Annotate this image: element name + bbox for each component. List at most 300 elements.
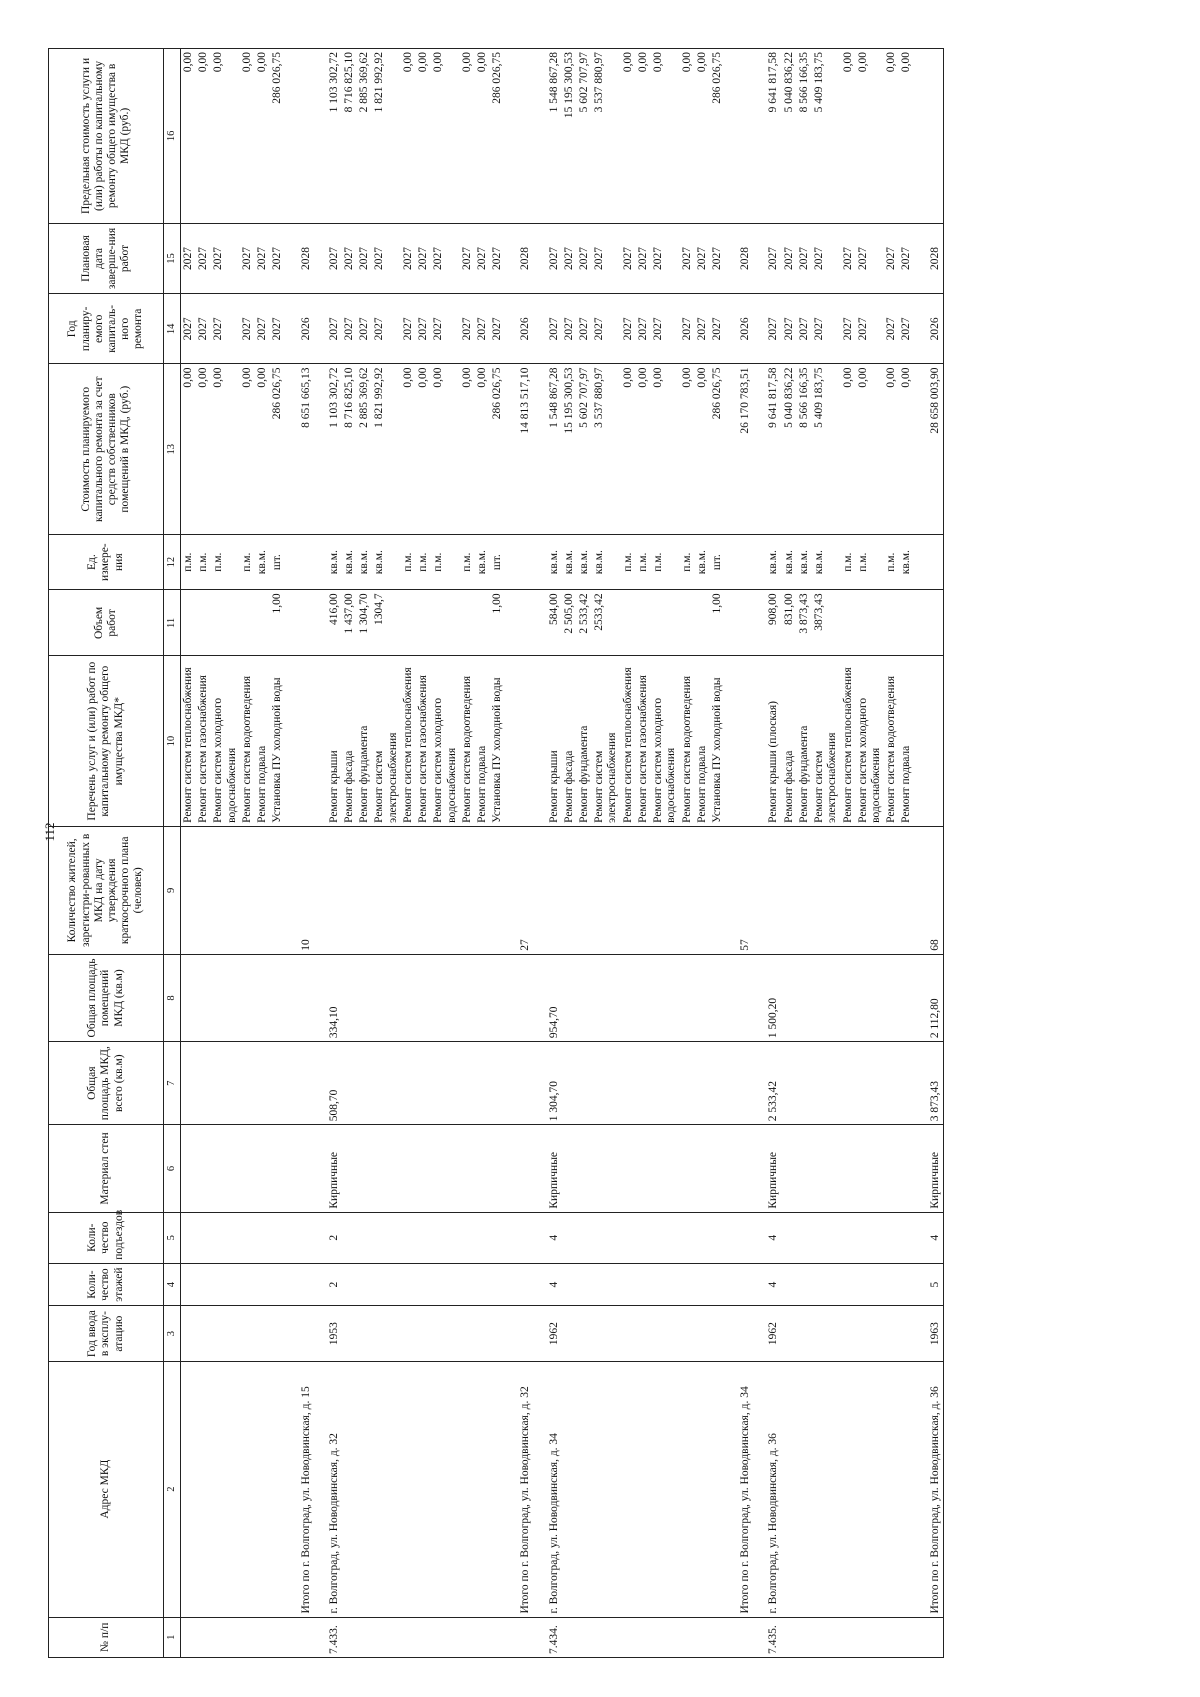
table-cell-col-14: 2027 [636, 294, 651, 364]
table-cell-col-6 [196, 1125, 211, 1212]
table-cell-col-6 [460, 1125, 475, 1212]
column-number-5: 5 [164, 1212, 181, 1263]
table-cell-col-6 [636, 1125, 651, 1212]
table-cell-col-10: Ремонт крыши [534, 656, 562, 826]
table-cell-col-11 [416, 590, 431, 656]
table-cell-col-1 [460, 1617, 475, 1657]
table-cell-col-8 [725, 954, 753, 1041]
table-cell-col-7 [797, 1042, 812, 1125]
table-cell-col-13: 1 821 992,92 [372, 364, 400, 534]
table-cell-col-16: 5 040 836,22 [782, 49, 797, 224]
table-cell-col-6 [841, 1125, 856, 1212]
table-cell-col-3 [562, 1306, 577, 1361]
table-cell-col-13: 3 537 880,97 [592, 364, 620, 534]
table-row [431, 49, 459, 1658]
table-cell-col-9: 57 [725, 826, 753, 954]
table-cell-col-4 [270, 1263, 285, 1306]
column-number-16: 16 [164, 49, 181, 224]
table-cell-col-5 [695, 1212, 710, 1263]
column-header-1: № п/п [49, 1617, 164, 1657]
table-total-row [505, 49, 533, 1658]
table-cell-col-3 [431, 1306, 459, 1361]
table-cell-col-8 [899, 954, 914, 1041]
table-cell-col-4 [342, 1263, 357, 1306]
table-cell-col-10: Ремонт подвала [255, 656, 270, 826]
table-cell-col-15: 2027 [841, 223, 856, 293]
table-cell-col-5 [710, 1212, 725, 1263]
column-header-3: Год ввода в эксплу-атацию [49, 1306, 164, 1361]
table-cell-col-10 [725, 656, 753, 826]
table-cell-col-14: 2027 [695, 294, 710, 364]
column-number-13: 13 [164, 364, 181, 534]
table-cell-col-2 [240, 1361, 255, 1617]
table-cell-col-9 [460, 826, 475, 954]
table-cell-col-2: г. Волгоград, ул. Новодвинская, д. 36 [753, 1361, 781, 1617]
table-row [577, 49, 592, 1658]
table-cell-col-11: 908,00 [753, 590, 781, 656]
table-cell-col-5 [841, 1212, 856, 1263]
column-header-2: Адрес МКД [49, 1361, 164, 1617]
table-cell-col-11 [884, 590, 899, 656]
table-row [782, 49, 797, 1658]
table-cell-col-3 [475, 1306, 490, 1361]
table-cell-col-3 [577, 1306, 592, 1361]
table-cell-col-4 [782, 1263, 797, 1306]
table-cell-col-14: 2027 [651, 294, 679, 364]
table-cell-col-5: 4 [753, 1212, 781, 1263]
table-cell-col-16: 8 566 166,35 [797, 49, 812, 224]
table-cell-col-8 [357, 954, 372, 1041]
table-cell-col-16: 0,00 [401, 49, 416, 224]
table-cell-col-13: 286 026,75 [490, 364, 505, 534]
table-cell-col-3 [286, 1306, 314, 1361]
table-column-numbers-row [164, 49, 181, 1658]
column-number-10: 10 [164, 656, 181, 826]
table-cell-col-14: 2027 [534, 294, 562, 364]
table-cell-col-7 [475, 1042, 490, 1125]
table-cell-col-10: Установка ПУ холодной воды [270, 656, 285, 826]
table-cell-col-8 [270, 954, 285, 1041]
column-header-14: Год планиру-емого капиталь-ного ремонта [49, 294, 164, 364]
table-cell-col-13: 0,00 [651, 364, 679, 534]
table-cell-col-10: Ремонт систем газоснабжения [416, 656, 431, 826]
table-cell-col-8 [636, 954, 651, 1041]
table-cell-col-1 [899, 1617, 914, 1657]
table-cell-col-10: Ремонт крыши [314, 656, 342, 826]
table-cell-col-1 [401, 1617, 416, 1657]
table-cell-col-13: 0,00 [211, 364, 239, 534]
table-cell-col-5 [592, 1212, 620, 1263]
table-cell-col-12: кв.м. [782, 534, 797, 589]
table-cell-col-12: кв.м. [562, 534, 577, 589]
table-cell-col-16: 0,00 [196, 49, 211, 224]
table-cell-col-12: шт. [490, 534, 505, 589]
table-cell-col-9 [314, 826, 342, 954]
table-cell-col-14: 2027 [680, 294, 695, 364]
table-cell-col-7 [255, 1042, 270, 1125]
table-cell-col-6 [562, 1125, 577, 1212]
table-cell-col-10: Ремонт систем холодного водоснабжения [211, 656, 239, 826]
table-row [562, 49, 577, 1658]
table-cell-col-15: 2028 [915, 223, 944, 293]
table-cell-col-4: 5 [915, 1263, 944, 1306]
table-cell-col-7 [812, 1042, 840, 1125]
table-cell-col-14: 2027 [372, 294, 400, 364]
table-cell-col-9 [884, 826, 899, 954]
table-cell-col-12: кв.м. [592, 534, 620, 589]
table-cell-col-11 [401, 590, 416, 656]
table-cell-col-3 [592, 1306, 620, 1361]
table-cell-col-9 [181, 826, 197, 954]
table-cell-col-11 [651, 590, 679, 656]
table-cell-col-7 [621, 1042, 636, 1125]
table-cell-col-11 [286, 590, 314, 656]
table-cell-col-9 [534, 826, 562, 954]
table-cell-col-15: 2027 [196, 223, 211, 293]
table-cell-col-15: 2027 [592, 223, 620, 293]
table-cell-col-3 [651, 1306, 679, 1361]
table-cell-col-6 [592, 1125, 620, 1212]
table-cell-col-5 [812, 1212, 840, 1263]
table-cell-col-11: 1304,7 [372, 590, 400, 656]
table-cell-col-5 [181, 1212, 197, 1263]
table-cell-col-10: Ремонт фундамента [577, 656, 592, 826]
table-cell-col-14: 2027 [899, 294, 914, 364]
table-cell-col-14: 2027 [416, 294, 431, 364]
table-cell-col-15: 2027 [211, 223, 239, 293]
table-cell-col-1 [651, 1617, 679, 1657]
table-cell-col-1 [592, 1617, 620, 1657]
table-cell-col-1 [475, 1617, 490, 1657]
table-cell-col-4 [475, 1263, 490, 1306]
table-cell-col-2: г. Волгоград, ул. Новодвинская, д. 32 [314, 1361, 342, 1617]
table-cell-col-7 [884, 1042, 899, 1125]
table-cell-col-3 [884, 1306, 899, 1361]
table-cell-col-2 [401, 1361, 416, 1617]
table-cell-col-4 [357, 1263, 372, 1306]
table-cell-col-3 [416, 1306, 431, 1361]
table-cell-col-11 [899, 590, 914, 656]
table-cell-col-13: 0,00 [401, 364, 416, 534]
table-cell-col-3: 1962 [753, 1306, 781, 1361]
table-cell-col-8 [505, 954, 533, 1041]
table-cell-col-13: 0,00 [636, 364, 651, 534]
table-row [416, 49, 431, 1658]
table-cell-col-5 [651, 1212, 679, 1263]
table-cell-col-12: п.м. [651, 534, 679, 589]
table-cell-col-10: Ремонт систем водоотведения [240, 656, 255, 826]
table-cell-col-15: 2027 [884, 223, 899, 293]
table-cell-col-1 [196, 1617, 211, 1657]
table-cell-col-8 [856, 954, 884, 1041]
table-cell-col-6 [577, 1125, 592, 1212]
table-cell-col-7 [899, 1042, 914, 1125]
table-cell-col-4 [651, 1263, 679, 1306]
column-number-11: 11 [164, 590, 181, 656]
table-cell-col-3 [812, 1306, 840, 1361]
table-cell-col-2: г. Волгоград, ул. Новодвинская, д. 34 [534, 1361, 562, 1617]
table-cell-col-15: 2027 [899, 223, 914, 293]
table-cell-col-1 [270, 1617, 285, 1657]
table-cell-col-2 [621, 1361, 636, 1617]
table-cell-col-3 [490, 1306, 505, 1361]
table-row [753, 49, 781, 1658]
table-cell-col-2 [577, 1361, 592, 1617]
column-number-1: 1 [164, 1617, 181, 1657]
table-cell-col-2: Итого по г. Волгоград, ул. Новодвинская, д. 34 [725, 1361, 753, 1617]
table-cell-col-1: 7.435. [753, 1617, 781, 1657]
column-header-8: Общая площадь помещений МКД (кв.м) [49, 954, 164, 1041]
table-cell-col-1 [342, 1617, 357, 1657]
table-cell-col-1 [915, 1617, 944, 1657]
table-cell-col-5 [401, 1212, 416, 1263]
table-cell-col-3 [782, 1306, 797, 1361]
table-cell-col-13: 0,00 [431, 364, 459, 534]
table-cell-col-16: 0,00 [899, 49, 914, 224]
table-cell-col-6 [240, 1125, 255, 1212]
table-cell-col-2 [680, 1361, 695, 1617]
table-cell-col-5 [196, 1212, 211, 1263]
table-cell-col-7 [636, 1042, 651, 1125]
table-cell-col-16: 0,00 [475, 49, 490, 224]
table-cell-col-12: п.м. [401, 534, 416, 589]
table-cell-col-10: Ремонт фундамента [357, 656, 372, 826]
table-cell-col-4 [460, 1263, 475, 1306]
table-cell-col-11 [240, 590, 255, 656]
table-cell-col-8 [431, 954, 459, 1041]
table-cell-col-4 [841, 1263, 856, 1306]
table-cell-col-13: 5 409 183,75 [812, 364, 840, 534]
table-row [534, 49, 562, 1658]
table-cell-col-14: 2027 [856, 294, 884, 364]
table-cell-col-2 [710, 1361, 725, 1617]
table-cell-col-16: 286 026,75 [490, 49, 505, 224]
table-cell-col-15: 2027 [636, 223, 651, 293]
table-cell-col-13: 0,00 [856, 364, 884, 534]
table-cell-col-3 [505, 1306, 533, 1361]
table-cell-col-2 [490, 1361, 505, 1617]
table-cell-col-5: 2 [314, 1212, 342, 1263]
table-cell-col-7 [196, 1042, 211, 1125]
table-row [797, 49, 812, 1658]
table-cell-col-2 [562, 1361, 577, 1617]
table-cell-col-2 [372, 1361, 400, 1617]
table-cell-col-3 [181, 1306, 197, 1361]
table-cell-col-7: 3 873,43 [915, 1042, 944, 1125]
table-cell-col-11 [196, 590, 211, 656]
table-cell-col-1 [636, 1617, 651, 1657]
table-cell-col-12: п.м. [240, 534, 255, 589]
table-row [680, 49, 695, 1658]
table-row [357, 49, 372, 1658]
table-cell-col-13: 5 040 836,22 [782, 364, 797, 534]
table-cell-col-2 [812, 1361, 840, 1617]
table-total-row [286, 49, 314, 1658]
table-cell-col-8: 954,70 [534, 954, 562, 1041]
table-cell-col-12: п.м. [181, 534, 197, 589]
table-cell-col-1 [562, 1617, 577, 1657]
table-cell-col-7 [342, 1042, 357, 1125]
table-cell-col-9 [490, 826, 505, 954]
table-cell-col-12: кв.м. [577, 534, 592, 589]
table-cell-col-15: 2027 [416, 223, 431, 293]
table-cell-col-7 [286, 1042, 314, 1125]
table-cell-col-10: Ремонт систем холодного водоснабжения [651, 656, 679, 826]
table-cell-col-6 [475, 1125, 490, 1212]
table-cell-col-7 [431, 1042, 459, 1125]
table-cell-col-13: 1 548 867,28 [534, 364, 562, 534]
table-cell-col-16: 286 026,75 [710, 49, 725, 224]
table-cell-col-6 [342, 1125, 357, 1212]
table-cell-col-4: 4 [753, 1263, 781, 1306]
table-cell-col-8 [240, 954, 255, 1041]
table-cell-col-11 [636, 590, 651, 656]
table-cell-col-4 [899, 1263, 914, 1306]
table-cell-col-2: Итого по г. Волгоград, ул. Новодвинская, д. 15 [286, 1361, 314, 1617]
table-row [270, 49, 285, 1658]
table-cell-col-14: 2027 [314, 294, 342, 364]
table-cell-col-3 [636, 1306, 651, 1361]
table-cell-col-8 [211, 954, 239, 1041]
table-cell-col-12: кв.м. [753, 534, 781, 589]
table-cell-col-12: кв.м. [899, 534, 914, 589]
table-cell-col-3 [725, 1306, 753, 1361]
table-cell-col-14: 2027 [577, 294, 592, 364]
table-cell-col-14: 2027 [797, 294, 812, 364]
table-cell-col-2 [899, 1361, 914, 1617]
table-cell-col-3 [342, 1306, 357, 1361]
table-row [710, 49, 725, 1658]
table-cell-col-13: 0,00 [240, 364, 255, 534]
column-header-12: Ед. измере-ния [49, 534, 164, 589]
table-cell-col-13: 9 641 817,58 [753, 364, 781, 534]
table-cell-col-10: Установка ПУ холодной воды [490, 656, 505, 826]
table-cell-col-12: п.м. [680, 534, 695, 589]
table-cell-col-16: 15 195 300,53 [562, 49, 577, 224]
table-cell-col-5 [899, 1212, 914, 1263]
table-cell-col-16: 0,00 [416, 49, 431, 224]
table-cell-col-3: 1963 [915, 1306, 944, 1361]
table-cell-col-9 [270, 826, 285, 954]
table-cell-col-2 [782, 1361, 797, 1617]
table-cell-col-8 [460, 954, 475, 1041]
table-cell-col-6 [505, 1125, 533, 1212]
table-cell-col-11 [725, 590, 753, 656]
table-cell-col-2 [460, 1361, 475, 1617]
table-cell-col-1 [416, 1617, 431, 1657]
table-cell-col-16: 0,00 [695, 49, 710, 224]
table-cell-col-9 [797, 826, 812, 954]
table-cell-col-3 [710, 1306, 725, 1361]
table-row [884, 49, 899, 1658]
table-cell-col-7 [695, 1042, 710, 1125]
table-cell-col-15: 2027 [534, 223, 562, 293]
table-cell-col-3 [797, 1306, 812, 1361]
table-cell-col-5 [372, 1212, 400, 1263]
table-cell-col-13: 8 651 665,13 [286, 364, 314, 534]
table-cell-col-12: п.м. [416, 534, 431, 589]
table-cell-col-8 [255, 954, 270, 1041]
table-cell-col-6 [357, 1125, 372, 1212]
table-cell-col-6: Кирпичные [314, 1125, 342, 1212]
table-cell-col-5 [562, 1212, 577, 1263]
table-cell-col-9: 68 [915, 826, 944, 954]
table-cell-col-5 [270, 1212, 285, 1263]
table-cell-col-9 [342, 826, 357, 954]
table-cell-col-14: 2027 [255, 294, 270, 364]
table-cell-col-12: кв.м. [372, 534, 400, 589]
table-cell-col-9 [416, 826, 431, 954]
table-cell-col-5 [725, 1212, 753, 1263]
table-cell-col-14: 2027 [710, 294, 725, 364]
table-cell-col-2 [357, 1361, 372, 1617]
table-cell-col-15: 2027 [577, 223, 592, 293]
table-cell-col-1 [782, 1617, 797, 1657]
table-cell-col-3: 1953 [314, 1306, 342, 1361]
table-cell-col-7 [782, 1042, 797, 1125]
table-row [592, 49, 620, 1658]
table-cell-col-13: 0,00 [899, 364, 914, 534]
table-cell-col-6 [401, 1125, 416, 1212]
table-cell-col-4 [710, 1263, 725, 1306]
table-cell-col-5: 4 [915, 1212, 944, 1263]
table-cell-col-2: Итого по г. Волгоград, ул. Новодвинская, д. 36 [915, 1361, 944, 1617]
table-body [181, 49, 944, 1658]
column-header-10: Перечень услуг и (или) работ по капитальному ремонту общего имущества МКД* [49, 656, 164, 826]
table-cell-col-6 [270, 1125, 285, 1212]
table-cell-col-12: кв.м. [534, 534, 562, 589]
table-cell-col-14: 2027 [562, 294, 577, 364]
table-cell-col-14: 2026 [725, 294, 753, 364]
table-cell-col-8 [342, 954, 357, 1041]
table-cell-col-8 [841, 954, 856, 1041]
table-cell-col-11 [431, 590, 459, 656]
table-cell-col-12 [915, 534, 944, 589]
table-cell-col-1 [856, 1617, 884, 1657]
table-cell-col-13: 0,00 [884, 364, 899, 534]
table-cell-col-16: 0,00 [856, 49, 884, 224]
table-cell-col-9 [812, 826, 840, 954]
table-cell-col-1 [505, 1617, 533, 1657]
table-cell-col-1: 7.433. [314, 1617, 342, 1657]
column-header-9: Количество жителей, зарегистри-рованных в МКД на дату утверждения краткосрочного плана (человек) [49, 826, 164, 954]
table-cell-col-1 [211, 1617, 239, 1657]
table-cell-col-4 [592, 1263, 620, 1306]
table-cell-col-8 [797, 954, 812, 1041]
table-cell-col-16: 0,00 [651, 49, 679, 224]
table-cell-col-12: п.м. [431, 534, 459, 589]
table-cell-col-12: п.м. [621, 534, 636, 589]
table-cell-col-9 [196, 826, 211, 954]
table-cell-col-13: 286 026,75 [710, 364, 725, 534]
table-cell-col-11 [621, 590, 636, 656]
table-cell-col-8 [592, 954, 620, 1041]
table-cell-col-13: 28 658 003,90 [915, 364, 944, 534]
table-cell-col-13: 0,00 [621, 364, 636, 534]
table-cell-col-15: 2027 [562, 223, 577, 293]
table-cell-col-10: Ремонт систем водоотведения [884, 656, 899, 826]
table-cell-col-4: 2 [314, 1263, 342, 1306]
table-cell-col-16: 0,00 [636, 49, 651, 224]
table-cell-col-7: 2 533,42 [753, 1042, 781, 1125]
table-cell-col-9 [401, 826, 416, 954]
table-cell-col-1 [695, 1617, 710, 1657]
table-cell-col-3 [372, 1306, 400, 1361]
table-cell-col-4 [812, 1263, 840, 1306]
table-cell-col-9 [695, 826, 710, 954]
table-cell-col-7: 1 304,70 [534, 1042, 562, 1125]
table-row [372, 49, 400, 1658]
